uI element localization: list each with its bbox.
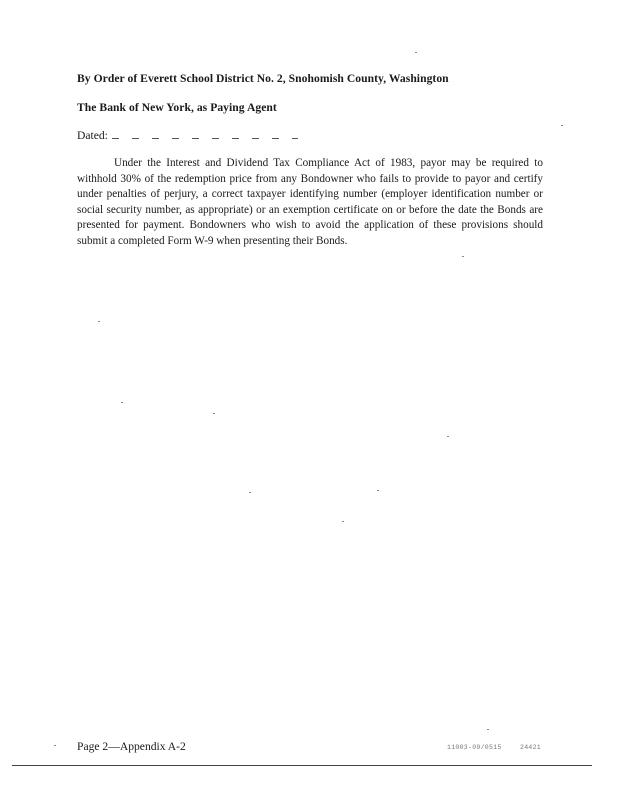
- scan-speck: [447, 436, 449, 437]
- dated-label: Dated:: [77, 129, 108, 142]
- scan-speck: [249, 492, 251, 493]
- tax-compliance-notice: Under the Interest and Dividend Tax Compliance Act of 1983, payor may be required to withhold 30% of the redemption price from any Bondowner who fails to provide to payor and certify under penalties of perjury, a correct taxpayer identifying number (employer identification number or social security number, as appropriate) or an exemption certificate on or before the date the Bonds are presented for payment. Bondowners who wish to avoid the application of these provisions should submit a completed Form W-9 when presenting their Bonds.: [77, 157, 543, 247]
- footer-page-label: Page 2—Appendix A-2: [77, 740, 186, 753]
- footer-document-number: 24421: [520, 744, 542, 751]
- footer-rule: [12, 765, 592, 766]
- scan-speck: [121, 402, 123, 403]
- footer-document-reference: 11003-09/0515: [447, 744, 502, 751]
- scan-speck: [415, 52, 417, 53]
- scan-speck: [487, 729, 489, 730]
- scan-speck: [54, 745, 56, 746]
- scan-speck: [213, 413, 215, 414]
- scan-speck: [98, 321, 100, 322]
- scan-speck: [561, 125, 563, 126]
- order-heading: By Order of Everett School District No. 2, Snohomish County, Washington: [77, 72, 449, 85]
- dated-field: [77, 129, 298, 142]
- paying-agent-heading: The Bank of New York, as Paying Agent: [77, 101, 277, 114]
- scan-speck: [377, 490, 379, 491]
- scan-speck: [462, 256, 464, 257]
- dated-blank-line: [112, 130, 298, 139]
- scan-speck: [342, 521, 344, 522]
